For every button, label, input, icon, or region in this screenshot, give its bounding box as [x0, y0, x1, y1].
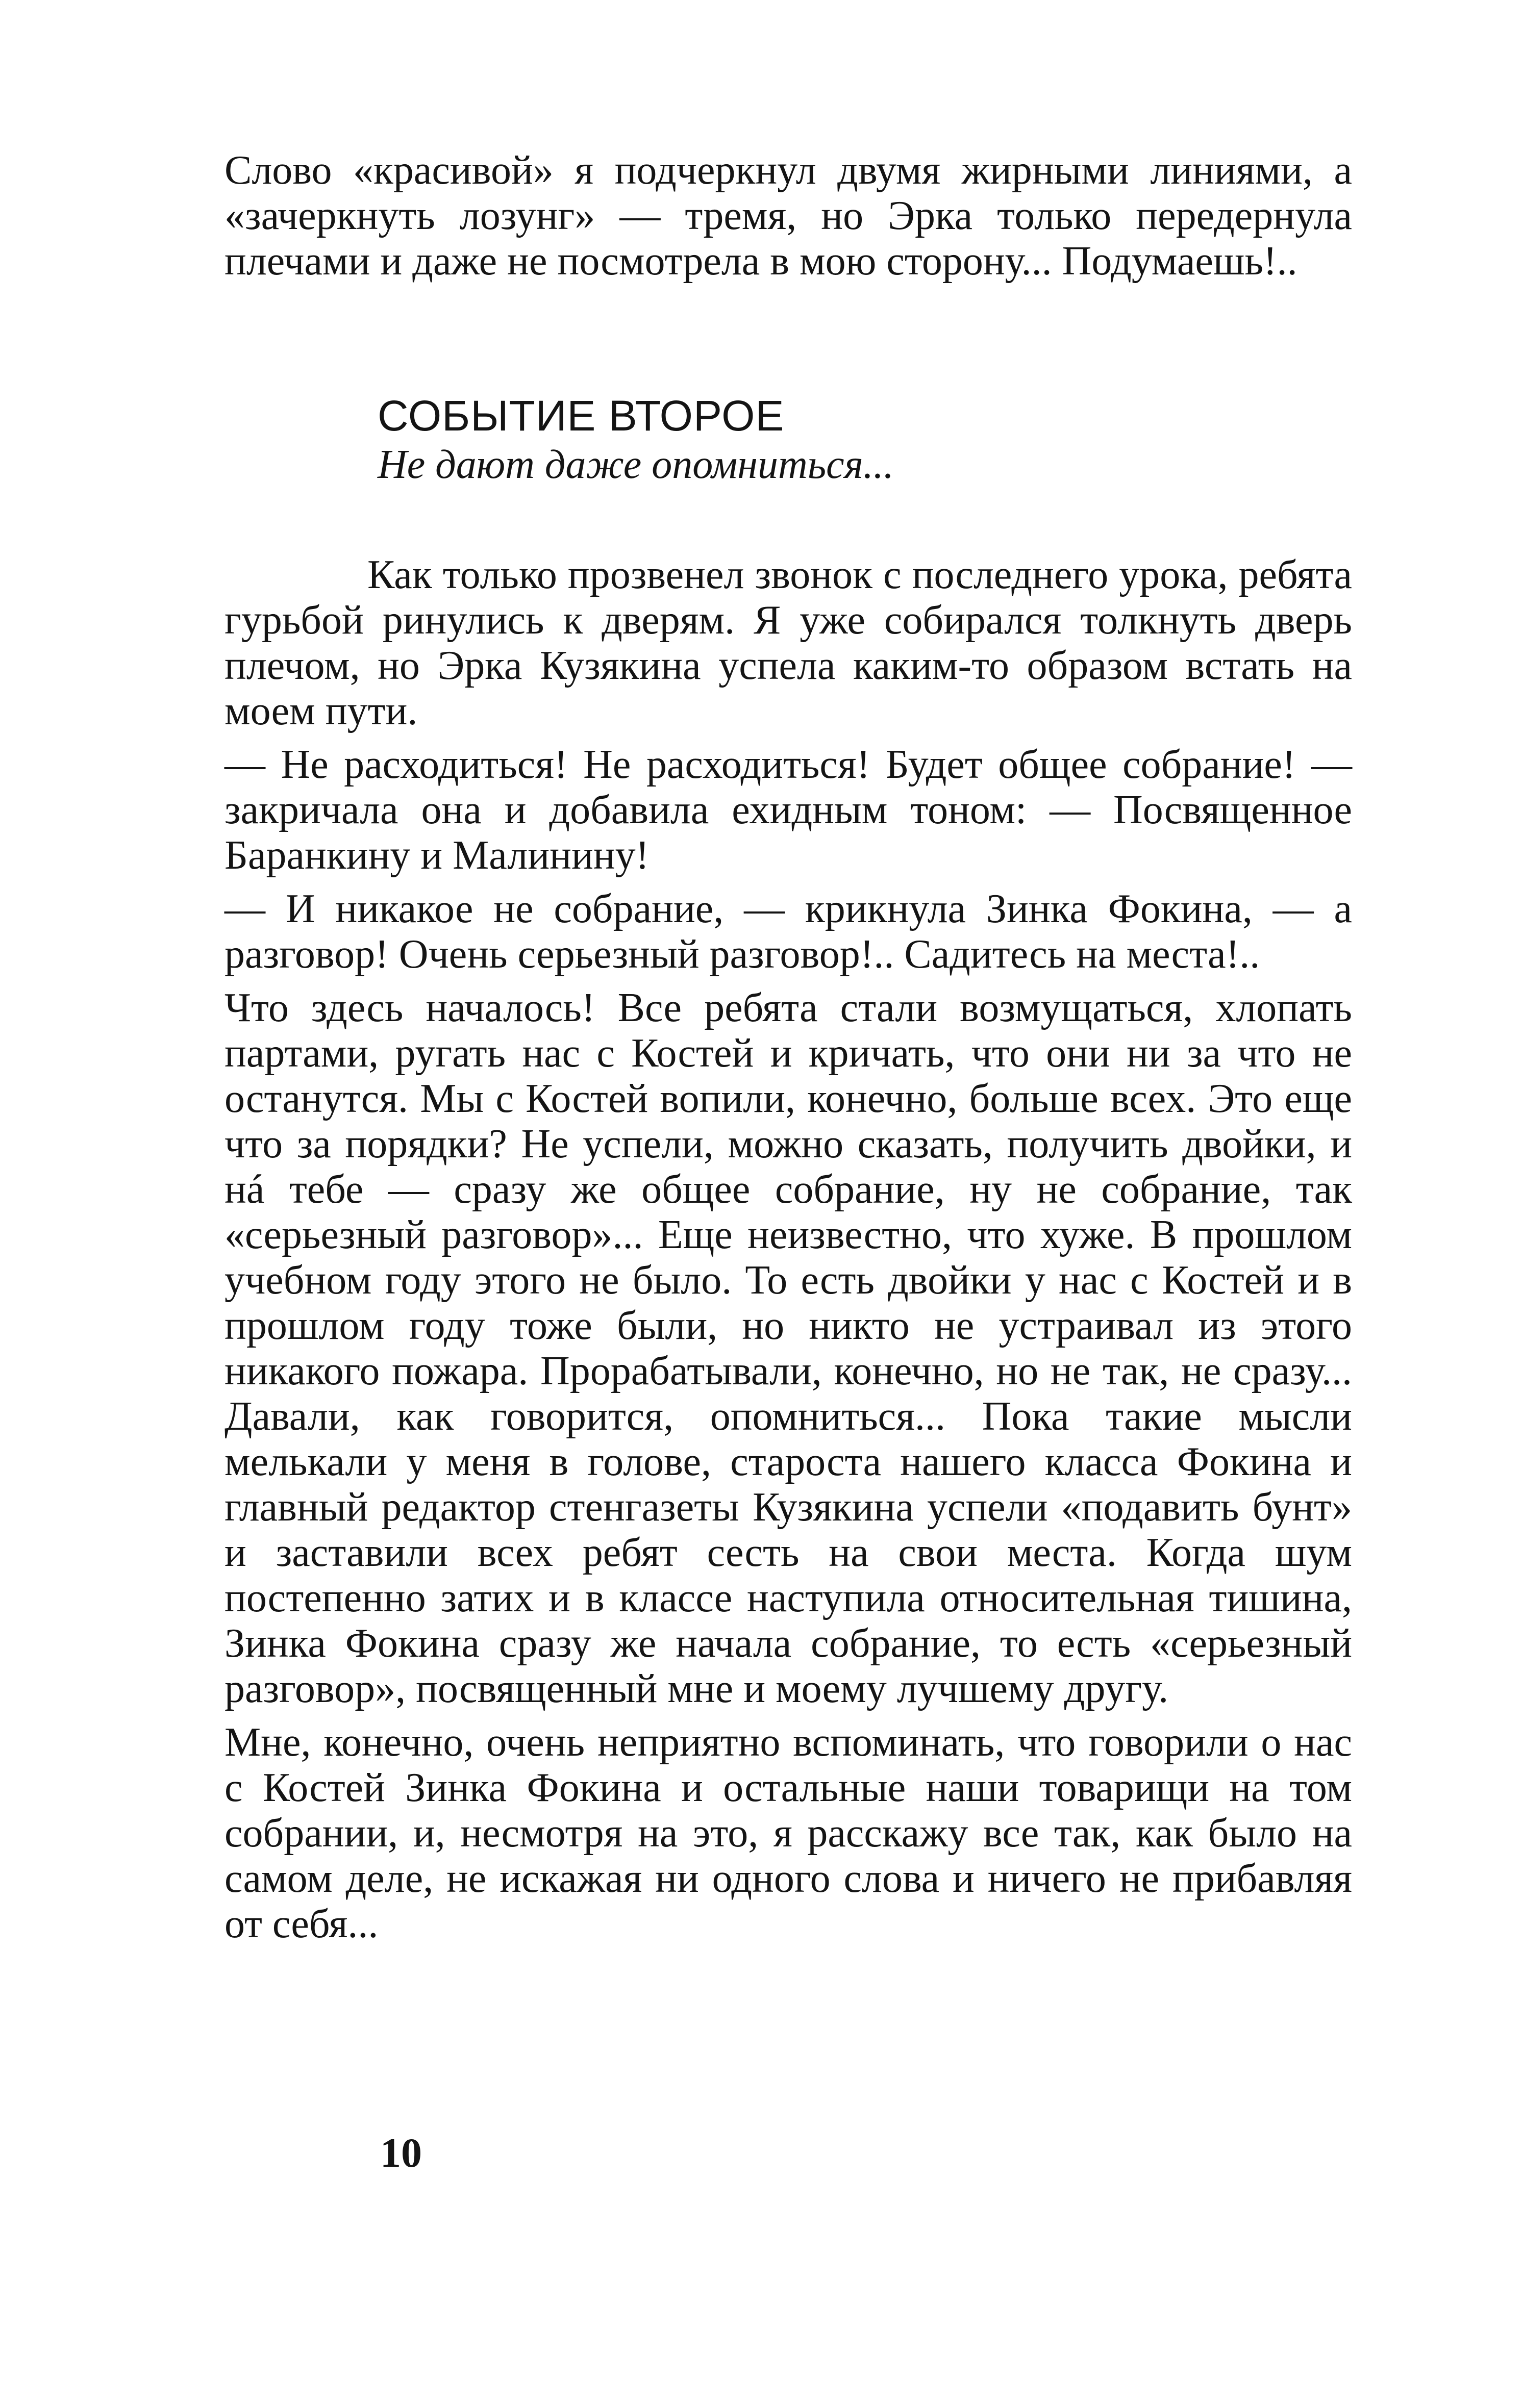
paragraph-3: — И никакое не собрание, — крикнула Зинка Фокина, — а разговор! Очень серьезный разговор!.. Садитесь на места!.. [224, 886, 1352, 977]
intro-paragraph: Слово «красивой» я подчеркнул двумя жирными линиями, а «зачеркнуть лозунг» — тремя, но Эрка только передернула плечами и даже не посмотрела в мою сторону... Подумаешь!.. [224, 148, 1352, 284]
paragraph-1: Как только прозвенел звонок с последнего урока, ребята гурьбой ринулись к дверям. Я уже собирался толкнуть дверь плечом, но Эрка Кузякина успела каким-то образом встать на моем пути. [224, 552, 1352, 733]
chapter-subtitle: Не дают даже опомниться... [378, 442, 894, 487]
paragraph-2: — Не расходиться! Не расходиться! Будет общее собрание! — закричала она и добавила ехидным тоном: — Посвященное Баранкину и Малинину! [224, 742, 1352, 878]
text-column [224, 148, 1352, 1947]
page-number: 10 [380, 2130, 422, 2176]
paragraph-4: Что здесь началось! Все ребята стали возмущаться, хлопать партами, ругать нас с Костей и кричать, что они ни за что не останутся. Мы с Костей вопили, конечно, больше всех. Это еще что за порядки? Не успели, можно сказать, получить двойки, и нá тебе — сразу же общее собрание, ну не собрание, так «серьезный разговор»... Еще неизвестно, что хуже. В прошлом учебном году этого не было. То есть двойки у нас с Костей и в прошлом году тоже были, но никто не устраивал из этого никакого пожара. Прорабатывали, конечно, но не так, не сразу... Давали, как говорится, опомниться... Пока такие мысли мелькали у меня в голове, староста нашего класса Фокина и главный редактор стенгазеты Кузякина успели «подавить бунт» и заставили всех ребят сесть на свои места. Когда шум постепенно затих и в классе наступила относительная тишина, Зинка Фокина сразу же начала собрание, то есть «серьезный разговор», посвященный мне и моему лучшему другу. [224, 985, 1352, 1711]
paragraph-5: Мне, конечно, очень неприятно вспоминать, что говорили о нас с Костей Зинка Фокина и остальные наши товарищи на том собрании, и, несмотря на это, я расскажу все так, как было на самом деле, не искажая ни одного слова и ничего не прибавляя от себя... [224, 1720, 1352, 1946]
chapter-title: СОБЫТИЕ ВТОРОЕ [378, 392, 785, 440]
